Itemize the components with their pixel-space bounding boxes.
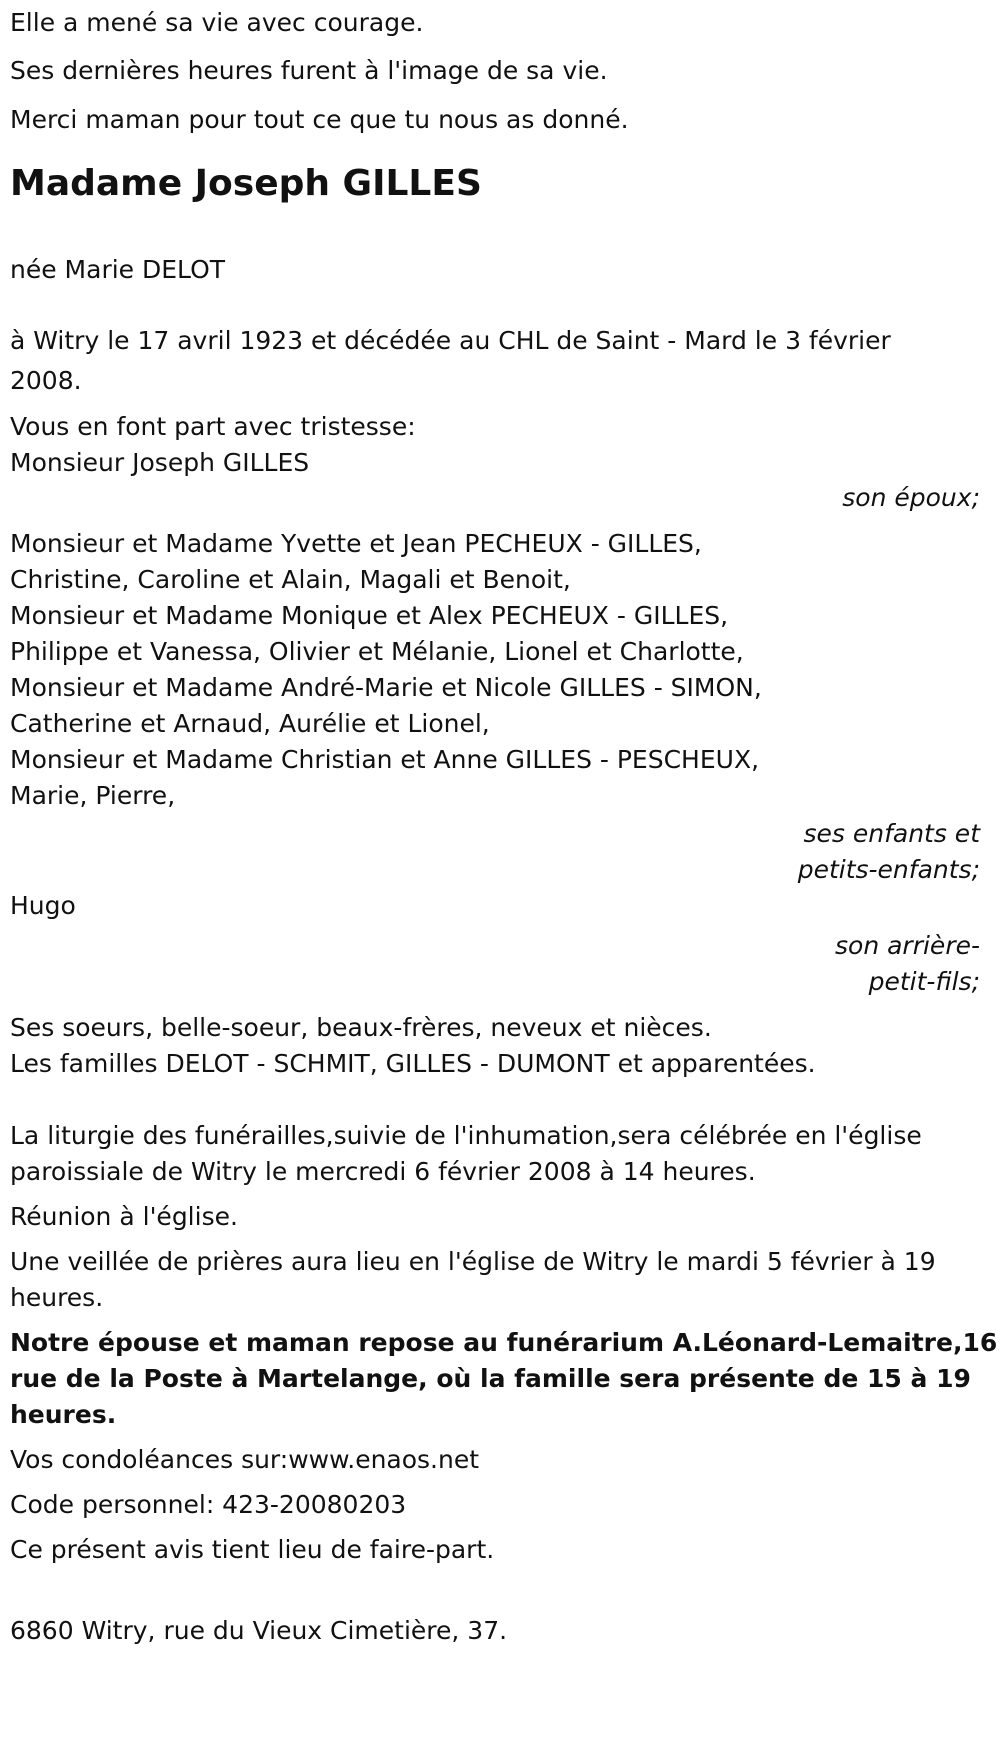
- role-line: petits-enfants;: [797, 855, 980, 884]
- opening-quote: [10, 0, 990, 144]
- meeting-point: Réunion à l'église.: [10, 1202, 238, 1231]
- great-grandson-name: Hugo: [10, 891, 76, 920]
- funerarium-line: heures.: [10, 1400, 117, 1429]
- birth-death-info: [10, 321, 990, 401]
- announcement-intro: Vous en font part avec tristesse:: [10, 412, 416, 441]
- role-line: ses enfants et: [803, 819, 980, 848]
- quote-line: Merci maman pour tout ce que tu nous as donné.: [10, 105, 629, 134]
- family-address: 6860 Witry, rue du Vieux Cimetière, 37.: [10, 1616, 508, 1645]
- birth-death-line: 2008.: [10, 366, 82, 395]
- family-line: Christine, Caroline et Alain, Magali et Benoit,: [10, 565, 571, 594]
- role-line: son arrière-: [835, 931, 980, 960]
- children-family-list: [10, 526, 990, 814]
- notice-statement: Ce présent avis tient lieu de faire-part.: [10, 1535, 495, 1564]
- condolences-info: Vos condoléances sur:www.enaos.net: [10, 1445, 480, 1474]
- deceased-name-title: Madame Joseph GILLES: [10, 163, 482, 204]
- quote-line: Elle a mené sa vie avec courage.: [10, 8, 424, 37]
- spouse-role: son époux;: [842, 483, 980, 512]
- family-line: Philippe et Vanessa, Olivier et Mélanie, Lionel et Charlotte,: [10, 637, 744, 666]
- birth-death-line: à Witry le 17 avril 1923 et décédée au CHL de Saint - Mard le 3 février: [10, 326, 891, 355]
- funerarium-line: rue de la Poste à Martelange, où la famille sera présente de 15 à 19: [10, 1364, 971, 1393]
- family-line: Monsieur et Madame Christian et Anne GILLES - PESCHEUX,: [10, 745, 760, 774]
- great-grandson-role: [10, 928, 990, 1000]
- vigil-line: heures.: [10, 1283, 104, 1312]
- extended-family-line: Ses soeurs, belle-soeur, beaux-frères, neveux et nièces.: [10, 1013, 712, 1042]
- family-line: Marie, Pierre,: [10, 781, 176, 810]
- prayer-vigil: [10, 1244, 990, 1316]
- family-line: Monsieur et Madame Yvette et Jean PECHEUX - GILLES,: [10, 529, 702, 558]
- role-line: petit-fils;: [868, 967, 980, 996]
- extended-family: [10, 1010, 990, 1082]
- funerarium-notice: [10, 1325, 998, 1433]
- funerarium-line: Notre épouse et maman repose au funérarium A.Léonard-Lemaitre,16: [10, 1328, 998, 1357]
- family-line: Catherine et Arnaud, Aurélie et Lionel,: [10, 709, 490, 738]
- children-role: [10, 816, 990, 888]
- family-line: Monsieur et Madame Monique et Alex PECHEUX - GILLES,: [10, 601, 729, 630]
- personal-code: Code personnel: 423-20080203: [10, 1490, 407, 1519]
- family-line: Monsieur et Madame André-Marie et Nicole GILLES - SIMON,: [10, 673, 762, 702]
- spouse-name: Monsieur Joseph GILLES: [10, 448, 310, 477]
- maiden-name: née Marie DELOT: [10, 255, 226, 284]
- extended-family-line: Les familles DELOT - SCHMIT, GILLES - DUMONT et apparentées.: [10, 1049, 816, 1078]
- liturgy-line: La liturgie des funérailles,suivie de l'inhumation,sera célébrée en l'église: [10, 1121, 922, 1150]
- liturgy-line: paroissiale de Witry le mercredi 6 février 2008 à 14 heures.: [10, 1157, 756, 1186]
- quote-line: Ses dernières heures furent à l'image de sa vie.: [10, 56, 608, 85]
- vigil-line: Une veillée de prières aura lieu en l'église de Witry le mardi 5 février à 19: [10, 1247, 936, 1276]
- funeral-liturgy: [10, 1118, 990, 1190]
- announcement: [10, 409, 990, 518]
